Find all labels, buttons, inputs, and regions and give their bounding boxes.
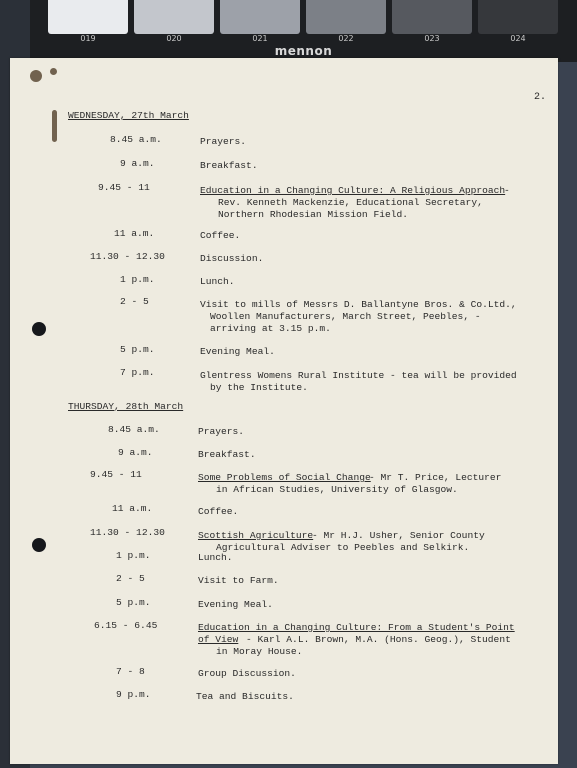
entry-text: Visit to Farm. (198, 575, 279, 586)
patch-label: 024 (510, 34, 526, 43)
entry-time: 8.45 a.m. (108, 424, 160, 435)
entry-text: Tea and Biscuits. (196, 691, 294, 702)
color-patch (478, 0, 558, 34)
entry-text: by the Institute. (210, 382, 308, 393)
session-title: Education in a Changing Culture: A Religious Approach (200, 185, 506, 196)
entry-time: 11.30 - 12.30 (90, 527, 165, 538)
entry-text: Coffee. (200, 230, 241, 241)
document-page (10, 58, 558, 764)
entry-text: Agricultural Adviser to Peebles and Selkirk. (216, 542, 470, 553)
color-patch (220, 0, 300, 34)
entry-time: 2 - 5 (116, 573, 145, 584)
entry-text: Glentress Womens Rural Institute - tea will be provided (200, 370, 517, 381)
entry-time: 11.30 - 12.30 (90, 251, 165, 262)
session-title: Scottish Agriculture (198, 530, 314, 541)
patch-label: 022 (338, 34, 354, 43)
entry-time: 2 - 5 (120, 296, 149, 307)
patch-label: 021 (252, 34, 268, 43)
punch-hole (32, 322, 46, 336)
entry-time: 5 p.m. (116, 597, 151, 608)
entry-time: 8.45 a.m. (110, 134, 162, 145)
entry-text: - Karl A.L. Brown, M.A. (Hons. Geog.), Student (246, 634, 511, 645)
entry-time: 1 p.m. (116, 550, 151, 561)
entry-text: Discussion. (200, 253, 264, 264)
entry-time: 5 p.m. (120, 344, 155, 355)
entry-text: in African Studies, University of Glasgow. (216, 484, 458, 495)
entry-text: Group Discussion. (198, 668, 296, 679)
entry-text: Evening Meal. (198, 599, 273, 610)
punch-hole (32, 538, 46, 552)
ink-stain (30, 70, 42, 82)
entry-text: Prayers. (198, 426, 245, 437)
color-patch (48, 0, 128, 34)
patch-label: 023 (424, 34, 440, 43)
entry-text: Coffee. (198, 506, 239, 517)
entry-text: Prayers. (200, 136, 247, 147)
entry-text: Woollen Manufacturers, March Street, Peebles, - (210, 311, 481, 322)
entry-text: Northern Rhodesian Mission Field. (218, 209, 408, 220)
entry-time: 7 p.m. (120, 367, 155, 378)
ink-stain (52, 110, 57, 142)
patch-label: 019 (80, 34, 96, 43)
brand-logo: mennon (274, 44, 333, 58)
entry-text: Lunch. (198, 552, 233, 563)
entry-text: arriving at 3.15 p.m. (210, 323, 331, 334)
entry-text: - (504, 185, 510, 196)
entry-time: 9.45 - 11 (90, 469, 142, 480)
entry-time: 9 p.m. (116, 689, 151, 700)
entry-text: Breakfast. (200, 160, 258, 171)
entry-time: 9 a.m. (118, 447, 153, 458)
entry-text: Rev. Kenneth Mackenzie, Educational Secretary, (218, 197, 483, 208)
color-patch (392, 0, 472, 34)
patch-label: 020 (166, 34, 182, 43)
entry-text: - Mr H.J. Usher, Senior County (312, 530, 485, 541)
entry-text: Visit to mills of Messrs D. Ballantyne Bros. & Co.Ltd., (200, 299, 517, 310)
color-target-strip (30, 0, 577, 62)
entry-text: Evening Meal. (200, 346, 275, 357)
session-title-continued: of View (198, 634, 239, 645)
entry-time: 1 p.m. (120, 274, 155, 285)
entry-time: 9.45 - 11 (98, 182, 150, 193)
entry-time: 9 a.m. (120, 158, 155, 169)
entry-text: Lunch. (200, 276, 235, 287)
color-patch (134, 0, 214, 34)
day-heading: THURSDAY, 28th March (68, 401, 184, 412)
entry-text: in Moray House. (216, 646, 303, 657)
entry-time: 11 a.m. (112, 503, 153, 514)
color-patch (306, 0, 386, 34)
entry-time: 7 - 8 (116, 666, 145, 677)
entry-text: Breakfast. (198, 449, 256, 460)
page-number: 2. (534, 92, 547, 103)
session-title: Some Problems of Social Change (198, 472, 371, 483)
entry-time: 6.15 - 6.45 (94, 620, 158, 631)
day-heading: WEDNESDAY, 27th March (68, 110, 189, 121)
ink-stain (50, 68, 57, 75)
entry-time: 11 a.m. (114, 228, 155, 239)
entry-text: - Mr T. Price, Lecturer (369, 472, 502, 483)
session-title: Education in a Changing Culture: From a Student's Point (198, 622, 515, 633)
